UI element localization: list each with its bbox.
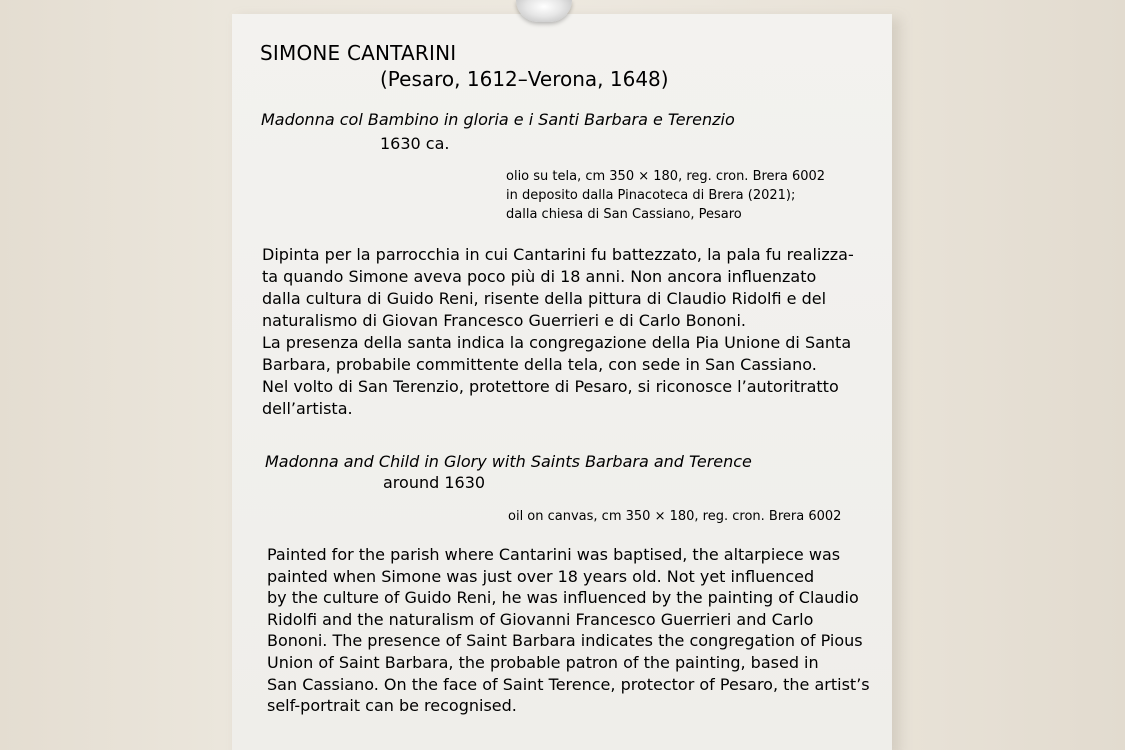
technical-info-english: oil on canvas, cm 350 × 180, reg. cron. Brera 6002 bbox=[508, 509, 842, 524]
artwork-date-italian: 1630 ca. bbox=[380, 134, 450, 153]
description-line: Union of Saint Barbara, the probable patron of the painting, based in bbox=[267, 652, 819, 672]
description-line: Painted for the parish where Cantarini was baptised, the altarpiece was bbox=[267, 545, 841, 564]
artist-dates: (Pesaro, 1612–Verona, 1648) bbox=[380, 67, 669, 91]
description-line: self-portrait can be recognised. bbox=[267, 696, 517, 716]
artwork-title-english: Madonna and Child in Glory with Saints Barbara and Terence bbox=[265, 452, 752, 471]
description-line: dalla cultura di Guido Reni, risente della pittura di Claudio Ridolfi e del bbox=[262, 289, 827, 308]
description-line: naturalismo di Giovan Francesco Guerrieri e di Carlo Bononi. bbox=[262, 311, 746, 330]
description-english bbox=[267, 544, 870, 717]
technical-line: in deposito dalla Pinacoteca di Brera (2021); bbox=[506, 188, 796, 203]
description-line: ta quando Simone aveva poco più di 18 anni. Non ancora influenzato bbox=[262, 267, 817, 286]
technical-line: olio su tela, cm 350 × 180, reg. cron. Brera 6002 bbox=[506, 169, 826, 184]
artwork-title-italian: Madonna col Bambino in gloria e i Santi Barbara e Terenzio bbox=[261, 110, 735, 129]
technical-line: dalla chiesa di San Cassiano, Pesaro bbox=[506, 207, 742, 222]
description-line: by the culture of Guido Reni, he was influenced by the painting of Claudio bbox=[267, 588, 859, 608]
artist-name: SIMONE CANTARINI bbox=[260, 41, 457, 65]
technical-info-italian bbox=[506, 167, 825, 224]
description-line: dell’artista. bbox=[262, 399, 353, 418]
description-line: Bononi. The presence of Saint Barbara indicates the congregation of Pious bbox=[267, 631, 863, 651]
artwork-date-english: around 1630 bbox=[383, 473, 486, 492]
description-line: painted when Simone was just over 18 years old. Not yet influenced bbox=[267, 566, 815, 586]
description-line: Barbara, probabile committente della tela, con sede in San Cassiano. bbox=[262, 355, 817, 374]
description-line: La presenza della santa indica la congregazione della Pia Unione di Santa bbox=[262, 333, 852, 352]
description-line: San Cassiano. On the face of Saint Terence, protector of Pesaro, the artist’s bbox=[267, 674, 870, 694]
description-line: Dipinta per la parrocchia in cui Cantarini fu battezzato, la pala fu realizza- bbox=[262, 245, 854, 264]
description-line: Ridolfi and the naturalism of Giovanni Francesco Guerrieri and Carlo bbox=[267, 609, 814, 629]
description-line: Nel volto di San Terenzio, protettore di Pesaro, si riconosce l’autoritratto bbox=[262, 377, 839, 396]
description-italian bbox=[262, 244, 854, 420]
